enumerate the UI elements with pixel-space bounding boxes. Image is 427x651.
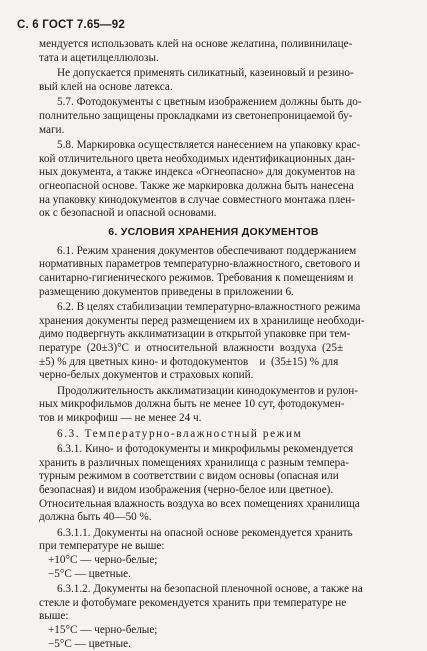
text-line: нормативных параметров температурно-влажностного, светового и (39, 258, 361, 271)
text-line: маги. (39, 123, 65, 136)
text-line: 5.8. Маркировка осуществляется нанесением на упаковку крас- (57, 139, 361, 152)
text-line: димо подвергнуть акклиматизации в открытой упаковке при тем- (39, 328, 351, 341)
text-line: −5°С — цветные. (48, 567, 131, 580)
text-line: черно-белых документов и страховых копий. (39, 369, 254, 382)
section-heading: 6. УСЛОВИЯ ХРАНЕНИЯ ДОКУМЕНТОВ (108, 225, 319, 238)
text-line: 6.3.1.1. Документы на опасной основе рекомендуется хранить (57, 526, 353, 539)
text-line: 6.1. Режим хранения документов обеспечивают поддержанием (57, 244, 357, 257)
text-line: кой отличительного цвета необходимых идентификационных дан- (39, 152, 355, 165)
text-line: 6.3.1.2. Документы на безопасной пленочной основе, а также на (57, 583, 363, 596)
text-line: 6.2. В целях стабилизации температурно-влажностного режима (57, 301, 361, 314)
text-line: ных документа, а также индекса «Огнеопасно» для документов на (39, 166, 356, 179)
text-line: тов и микрофиш — не менее 24 ч. (39, 412, 202, 424)
text-line: тата и ацетилцеллюлозы. (39, 51, 159, 64)
text-line: огнеопасной основе. Также же маркировка должна быть нанесена (39, 180, 354, 192)
text-line: 5.7. Фотодокументы с цветным изображением должны быть до- (57, 96, 362, 109)
text-line: Не допускается применять силикатный, казеиновый и резино- (57, 67, 354, 80)
text-line: вый клей на основе латекса. (39, 80, 173, 93)
text-line: при температуре не выше: (39, 540, 165, 553)
text-line: Относительная влажность воздуха во всех помещениях хранилища (39, 497, 360, 510)
subsection-heading: 6.3. Температурно-влажностный режим (57, 427, 303, 440)
text-line: хранения документы перед размещением их в хранилище необходи- (39, 314, 365, 327)
text-line: безопасная) и видом изображения (черно-белое или цветное). (39, 484, 334, 496)
text-line: полнительно защищены прокладками из светонепроницаемой бу- (39, 110, 353, 122)
text-line: пературе (20±3)°С и относительной влажности воздуха (25± (39, 342, 344, 354)
text-line: на упаковку кинодокументов в случае совместного монтажа плен- (39, 193, 355, 206)
text-line: ±5) % для цветных кино- и фотодокументов и (35±15) % для (39, 355, 339, 368)
text-line: +15°С — черно-белые; (48, 624, 158, 636)
text-line: мендуется использовать клей на основе желатина, поливинилаце- (39, 38, 353, 50)
page-header: С. 6 ГОСТ 7.65—92 (17, 19, 125, 31)
text-line: хранить в различных помещениях хранилища с разным темпера- (39, 456, 349, 469)
text-line: 6.3.1. Кино- и фотодокументы и микрофильмы рекомендуется (57, 443, 354, 456)
text-line: +10°С — черно-белые; (48, 554, 158, 566)
text-line: Продолжительность акклиматизации кинодокументов и рулон- (57, 384, 358, 397)
text-line: должна быть 40—50 %. (39, 511, 152, 524)
text-line: турным режимом в соответствии с видом основы (опасная или (39, 470, 339, 483)
text-line: выше: (39, 610, 69, 623)
text-line: ных микрофильмов должна быть не менее 10 сут, фотодокумен- (39, 398, 345, 411)
text-line: ок с безопасной и опасной основами. (39, 207, 217, 220)
text-line: санитарно-гигиенического режимов. Требования к помещениям и (39, 272, 354, 284)
text-line: −5°С — цветные. (48, 637, 131, 650)
text-line: стекле и фотобумаге рекомендуется хранить при температуре не (39, 596, 347, 609)
text-line: размещению документов приведены в приложении 6. (39, 285, 294, 298)
